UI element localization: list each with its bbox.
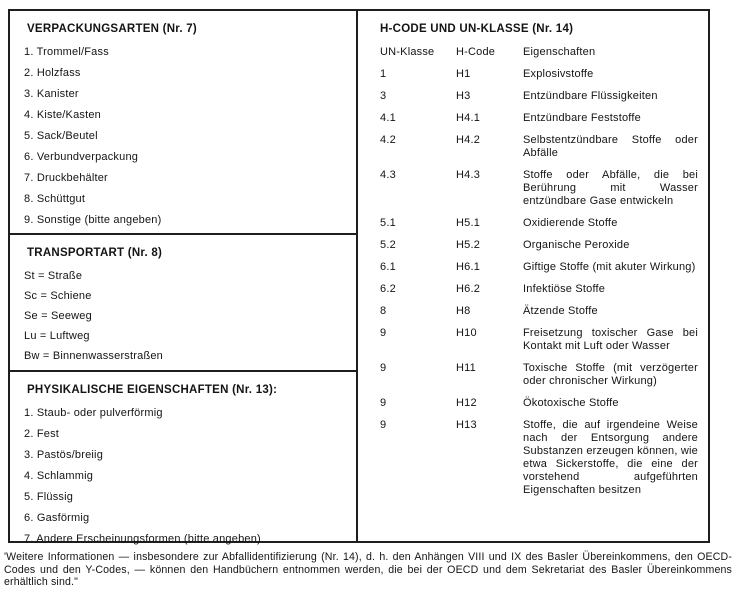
transport-item: St = Straße (24, 270, 83, 282)
un-class-cell: 6.2 (380, 283, 396, 295)
hcode-table-header-row (380, 46, 698, 59)
section-transport-types (10, 235, 356, 372)
physical-section-title: PHYSIKALISCHE EIGENSCHAFTEN (Nr. 13): (27, 384, 278, 396)
hcode-table-row (380, 261, 698, 274)
packaging-section-title: VERPACKUNGSARTEN (Nr. 7) (27, 23, 197, 35)
properties-cell: Selbstentzündbare Stoffe oder Abfälle (523, 134, 698, 159)
h-code-cell: H13 (456, 419, 477, 431)
column-header-properties: Eigenschaften (523, 46, 596, 58)
right-column-hcode-table (358, 11, 708, 541)
transport-item: Bw = Binnenwasserstraßen (24, 350, 164, 362)
packaging-item: 5. Sack/Beutel (24, 130, 98, 142)
h-code-cell: H4.1 (456, 112, 481, 124)
h-code-cell: H4.3 (456, 169, 481, 181)
h-code-cell: H10 (456, 327, 477, 339)
physical-item: 6. Gasförmig (24, 512, 90, 524)
properties-cell: Ökotoxische Stoffe (523, 397, 619, 409)
packaging-item: 8. Schüttgut (24, 193, 86, 205)
properties-cell: Ätzende Stoffe (523, 305, 598, 317)
physical-item: 7. Andere Erscheinungsformen (bitte angeben) (24, 533, 261, 545)
un-class-cell: 5.2 (380, 239, 396, 251)
hcode-table-row (380, 134, 698, 160)
properties-cell: Stoffe, die auf irgendeine Weise nach der Entsorgung andere Substanzen erzeugen können, wie etwa Sickerstoffe, die eine der vorstehend aufgeführten Eigenschaften besitzen (523, 419, 698, 496)
physical-item: 3. Pastös/breiig (24, 449, 104, 461)
properties-cell: Freisetzung toxischer Gase bei Kontakt mit Luft oder Wasser (523, 327, 698, 352)
un-class-cell: 6.1 (380, 261, 396, 273)
un-class-cell: 3 (380, 90, 387, 102)
h-code-cell: H1 (456, 68, 471, 80)
transport-item: Lu = Luftweg (24, 330, 90, 342)
packaging-item: 7. Druckbehälter (24, 172, 108, 184)
transport-section-title: TRANSPORTART (Nr. 8) (27, 247, 163, 259)
properties-cell: Toxische Stoffe (mit verzögerter oder chronischer Wirkung) (523, 362, 698, 387)
h-code-cell: H3 (456, 90, 471, 102)
h-code-cell: H6.1 (456, 261, 481, 273)
un-class-cell: 5.1 (380, 217, 396, 229)
h-code-cell: H4.2 (456, 134, 481, 146)
left-column (10, 11, 358, 545)
properties-cell: Giftige Stoffe (mit akuter Wirkung) (523, 261, 696, 273)
column-header-un-class: UN-Klasse (380, 46, 435, 58)
h-code-cell: H11 (456, 362, 476, 374)
un-class-cell: 9 (380, 327, 387, 339)
hcode-table-row (380, 90, 698, 103)
properties-cell: Infektiöse Stoffe (523, 283, 606, 295)
h-code-cell: H5.1 (456, 217, 481, 229)
un-class-cell: 4.3 (380, 169, 396, 181)
h-code-cell: H8 (456, 305, 471, 317)
packaging-item: 4. Kiste/Kasten (24, 109, 101, 121)
un-class-cell: 9 (380, 419, 387, 431)
hcode-table-row (380, 169, 698, 208)
properties-cell: Oxidierende Stoffe (523, 217, 618, 229)
un-class-cell: 1 (380, 68, 387, 80)
hcode-table-row (380, 217, 698, 230)
hcode-section-title: H-CODE UND UN-KLASSE (Nr. 14) (380, 23, 574, 35)
hcode-table-row (380, 419, 698, 497)
packaging-item: 1. Trommel/Fass (24, 46, 109, 58)
physical-item: 4. Schlammig (24, 470, 94, 482)
hcode-table-row (380, 68, 698, 81)
un-class-cell: 9 (380, 397, 387, 409)
physical-item: 5. Flüssig (24, 491, 74, 503)
hcode-table-row (380, 397, 698, 410)
properties-cell: Entzündbare Flüssigkeiten (523, 90, 658, 102)
properties-cell: Entzündbare Feststoffe (523, 112, 641, 124)
packaging-item: 9. Sonstige (bitte angeben) (24, 214, 162, 226)
hcode-table-row (380, 112, 698, 125)
properties-cell: Stoffe oder Abfälle, die bei Berührung mit Wasser entzündbare Gase entwickeln (523, 169, 698, 207)
un-class-cell: 9 (380, 362, 387, 374)
hcode-table-row (380, 327, 698, 353)
un-class-cell: 4.2 (380, 134, 396, 146)
hcode-table-row (380, 283, 698, 296)
un-class-cell: 8 (380, 305, 387, 317)
hcode-table-row (380, 239, 698, 252)
h-code-cell: H12 (456, 397, 477, 409)
properties-cell: Explosivstoffe (523, 68, 594, 80)
section-physical-properties (10, 372, 356, 554)
form-box (8, 9, 710, 543)
physical-item: 1. Staub- oder pulverförmig (24, 407, 163, 419)
hcode-table-row (380, 305, 698, 318)
properties-cell: Organische Peroxide (523, 239, 630, 251)
packaging-item: 2. Holzfass (24, 67, 81, 79)
transport-item: Se = Seeweg (24, 310, 92, 322)
section-packaging-types (10, 11, 356, 235)
un-class-cell: 4.1 (380, 112, 396, 124)
packaging-item: 3. Kanister (24, 88, 79, 100)
physical-item: 2. Fest (24, 428, 60, 440)
h-code-cell: H6.2 (456, 283, 481, 295)
column-header-h-code: H-Code (456, 46, 496, 58)
h-code-cell: H5.2 (456, 239, 481, 251)
footnote-text: 'Weitere Informationen — insbesondere zur Abfallidentifizierung (Nr. 14), d. h. den Anhängen VIII und IX des Basler Übereinkommens, den OECD-Codes und den Y-Codes, — können den Handbüchern entnommen werden, die bei der OECD und dem Sekretariat des Basler Übereinkommens erhältlich sind." (4, 551, 732, 588)
packaging-item: 6. Verbundverpackung (24, 151, 139, 163)
transport-item: Sc = Schiene (24, 290, 92, 302)
hcode-table-row (380, 362, 698, 388)
